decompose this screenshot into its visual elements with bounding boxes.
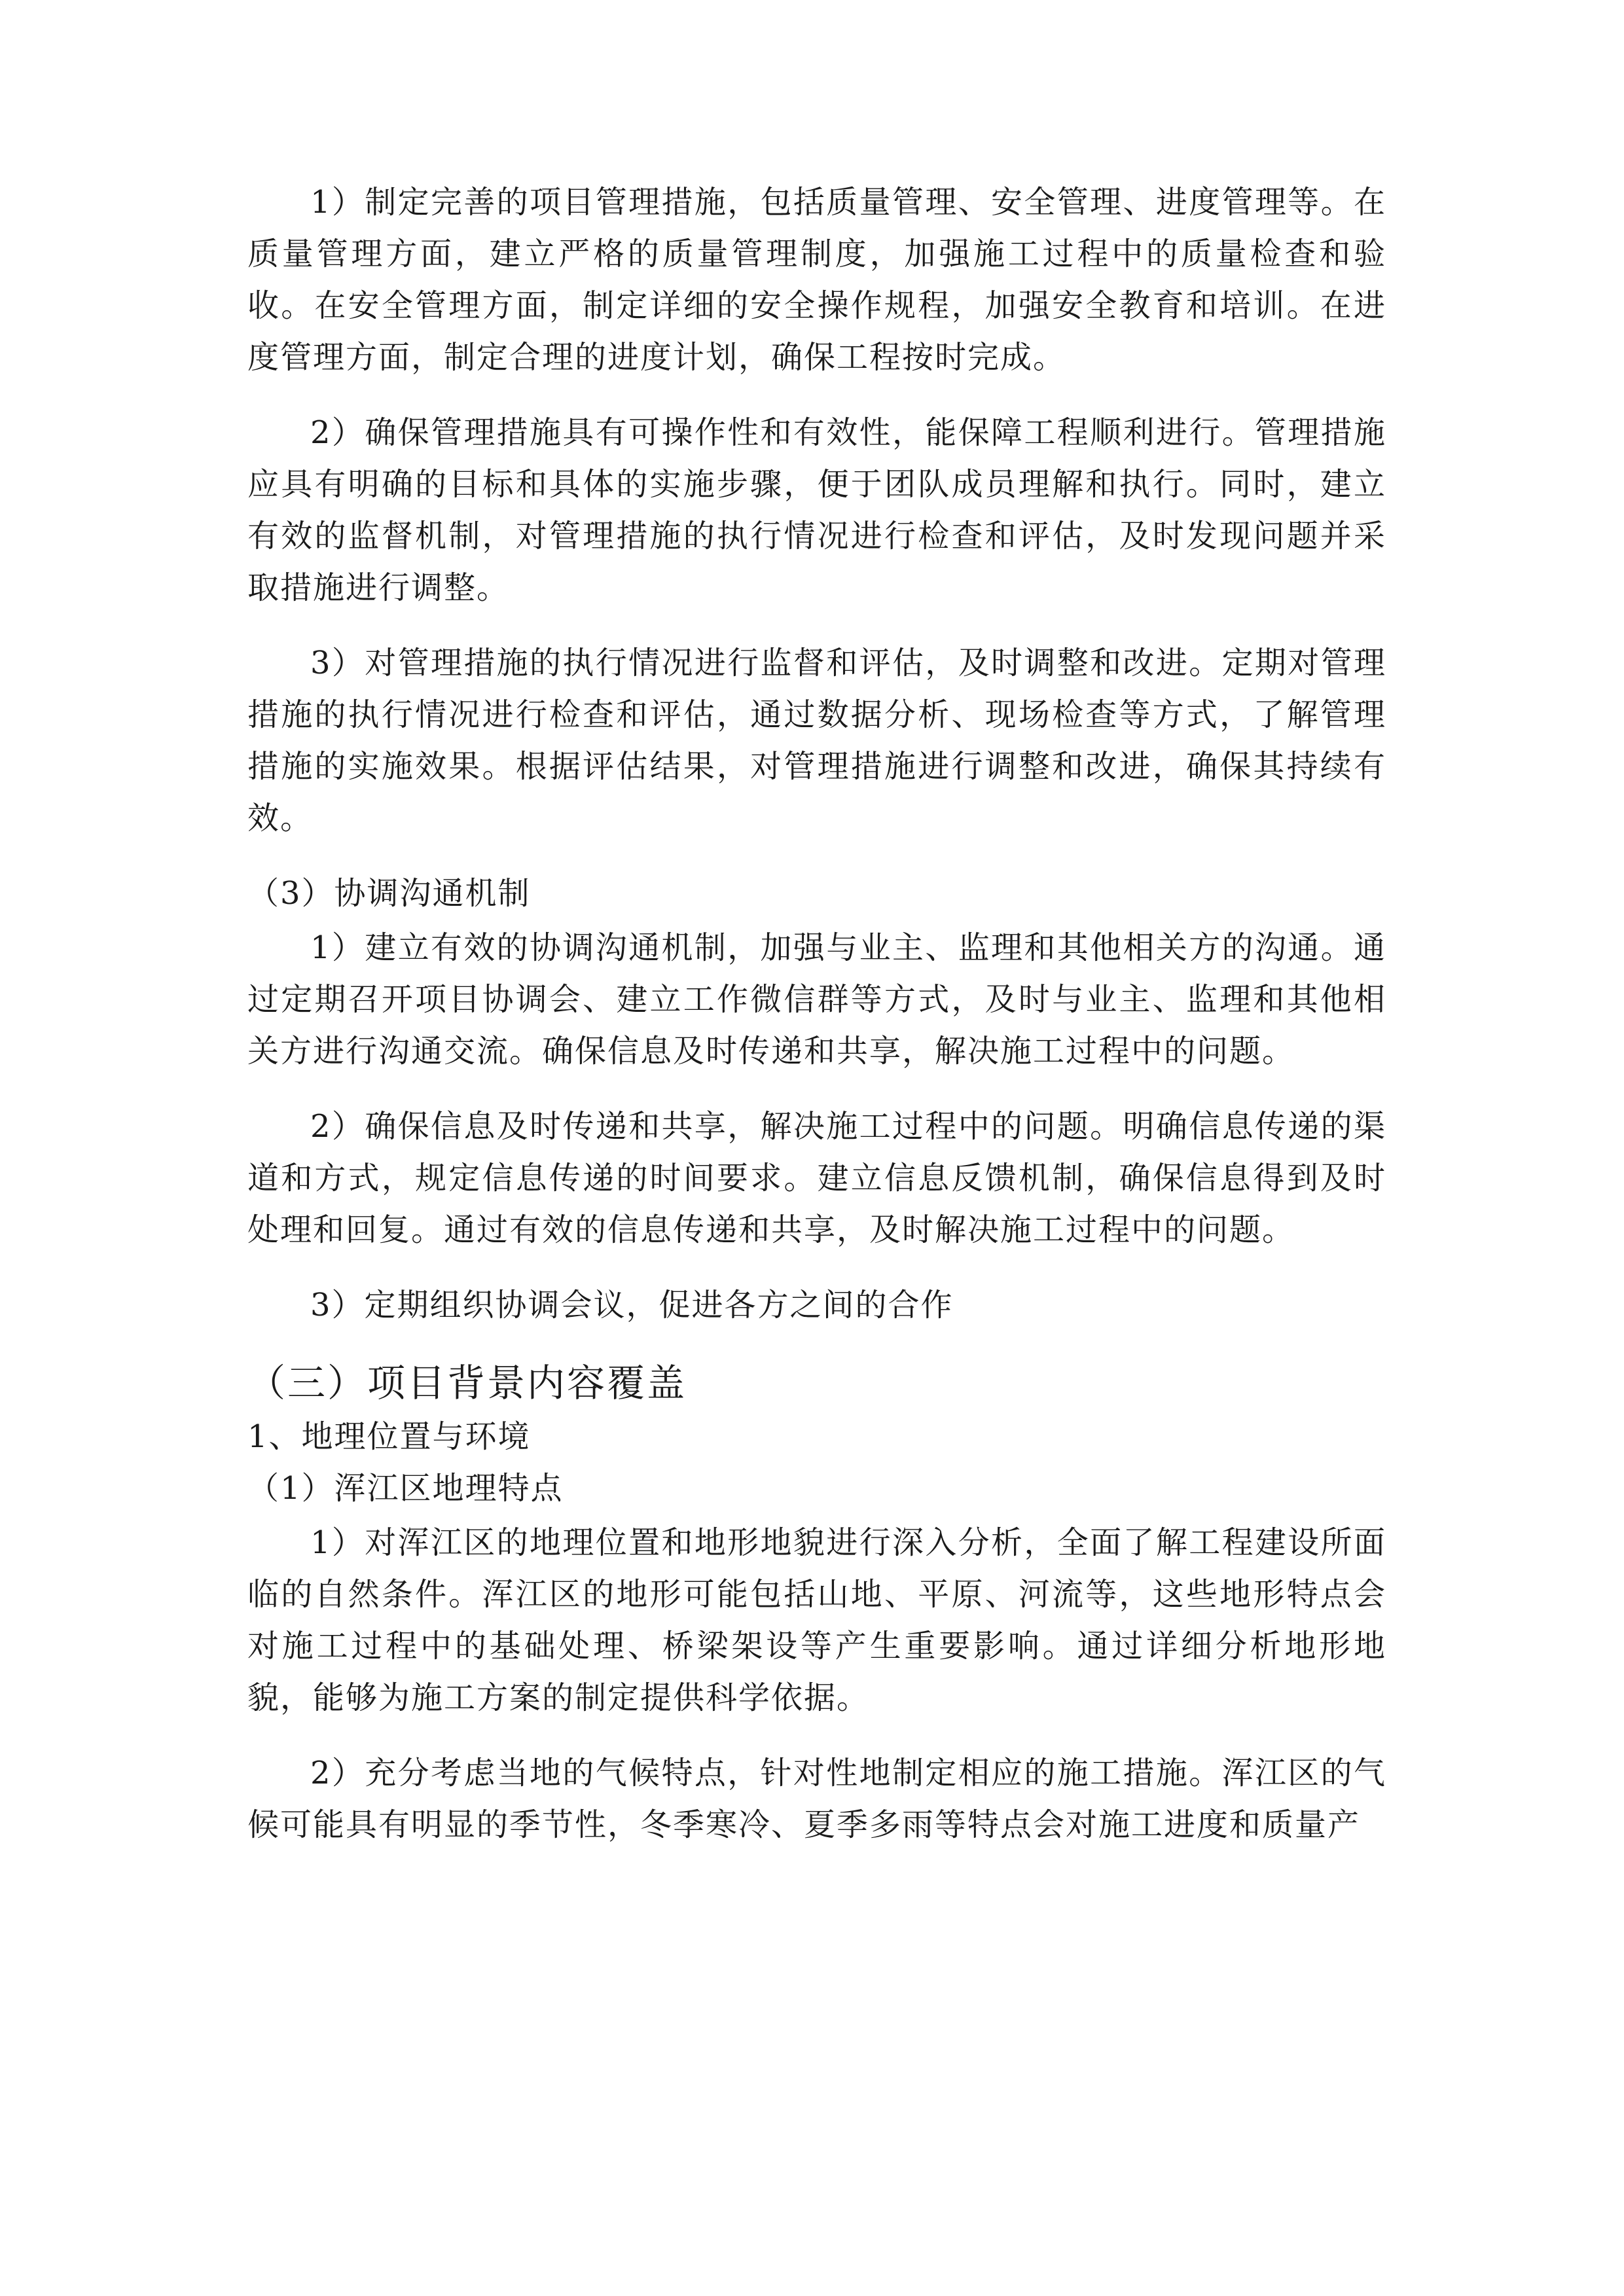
heading-location-environment: 1、地理位置与环境	[247, 1418, 531, 1455]
subheading-coordination: （3）协调沟通机制	[247, 875, 531, 912]
paragraph-mgmt-measures-3: 3）对管理措施的执行情况进行监督和评估，及时调整和改进。定期对管理措施的执行情况进行检查和评估，通过数据分析、现场检查等方式，了解管理措施的实施效果。根据评估结果，对管理措施进行调整和改进，确保其持续有效。	[247, 645, 1386, 836]
paragraph-coordination-3: 3）定期组织协调会议，促进各方之间的合作	[310, 1287, 954, 1323]
paragraph-geography-1: 1）对浑江区的地理位置和地形地貌进行深入分析，全面了解工程建设所面临的自然条件。浑江区的地形可能包括山地、平原、河流等，这些地形特点会对施工过程中的基础处理、桥梁架设等产生重要影响。通过详细分析地形地貌，能够为施工方案的制定提供科学依据。	[247, 1524, 1386, 1716]
paragraph-coordination-2: 2）确保信息及时传递和共享，解决施工过程中的问题。明确信息传递的渠道和方式，规定信息传递的时间要求。建立信息反馈机制，确保信息得到及时处理和回复。通过有效的信息传递和共享，及时解决施工过程中的问题。	[247, 1108, 1386, 1248]
document-body	[247, 177, 1386, 1874]
paragraph-geography-2: 2）充分考虑当地的气候特点，针对性地制定相应的施工措施。浑江区的气候可能具有明显的季节性，冬季寒冷、夏季多雨等特点会对施工进度和质量产	[247, 1755, 1386, 1843]
section-heading-background: （三）项目背景内容覆盖	[247, 1361, 687, 1405]
paragraph-mgmt-measures-2: 2）确保管理措施具有可操作性和有效性，能保障工程顺利进行。管理措施应具有明确的目标和具体的实施步骤，便于团队成员理解和执行。同时，建立有效的监督机制，对管理措施的执行情况进行检查和评估，及时发现问题并采取措施进行调整。	[247, 414, 1386, 606]
paragraph-mgmt-measures-1: 1）制定完善的项目管理措施，包括质量管理、安全管理、进度管理等。在质量管理方面，建立严格的质量管理制度，加强施工过程中的质量检查和验收。在安全管理方面，制定详细的安全操作规程，加强安全教育和培训。在进度管理方面，制定合理的进度计划，确保工程按时完成。	[247, 184, 1386, 376]
subheading-hunjiang-geography: （1）浑江区地理特点	[247, 1470, 564, 1507]
paragraph-coordination-1: 1）建立有效的协调沟通机制，加强与业主、监理和其他相关方的沟通。通过定期召开项目协调会、建立工作微信群等方式，及时与业主、监理和其他相关方进行沟通交流。确保信息及时传递和共享，解决施工过程中的问题。	[247, 929, 1386, 1069]
